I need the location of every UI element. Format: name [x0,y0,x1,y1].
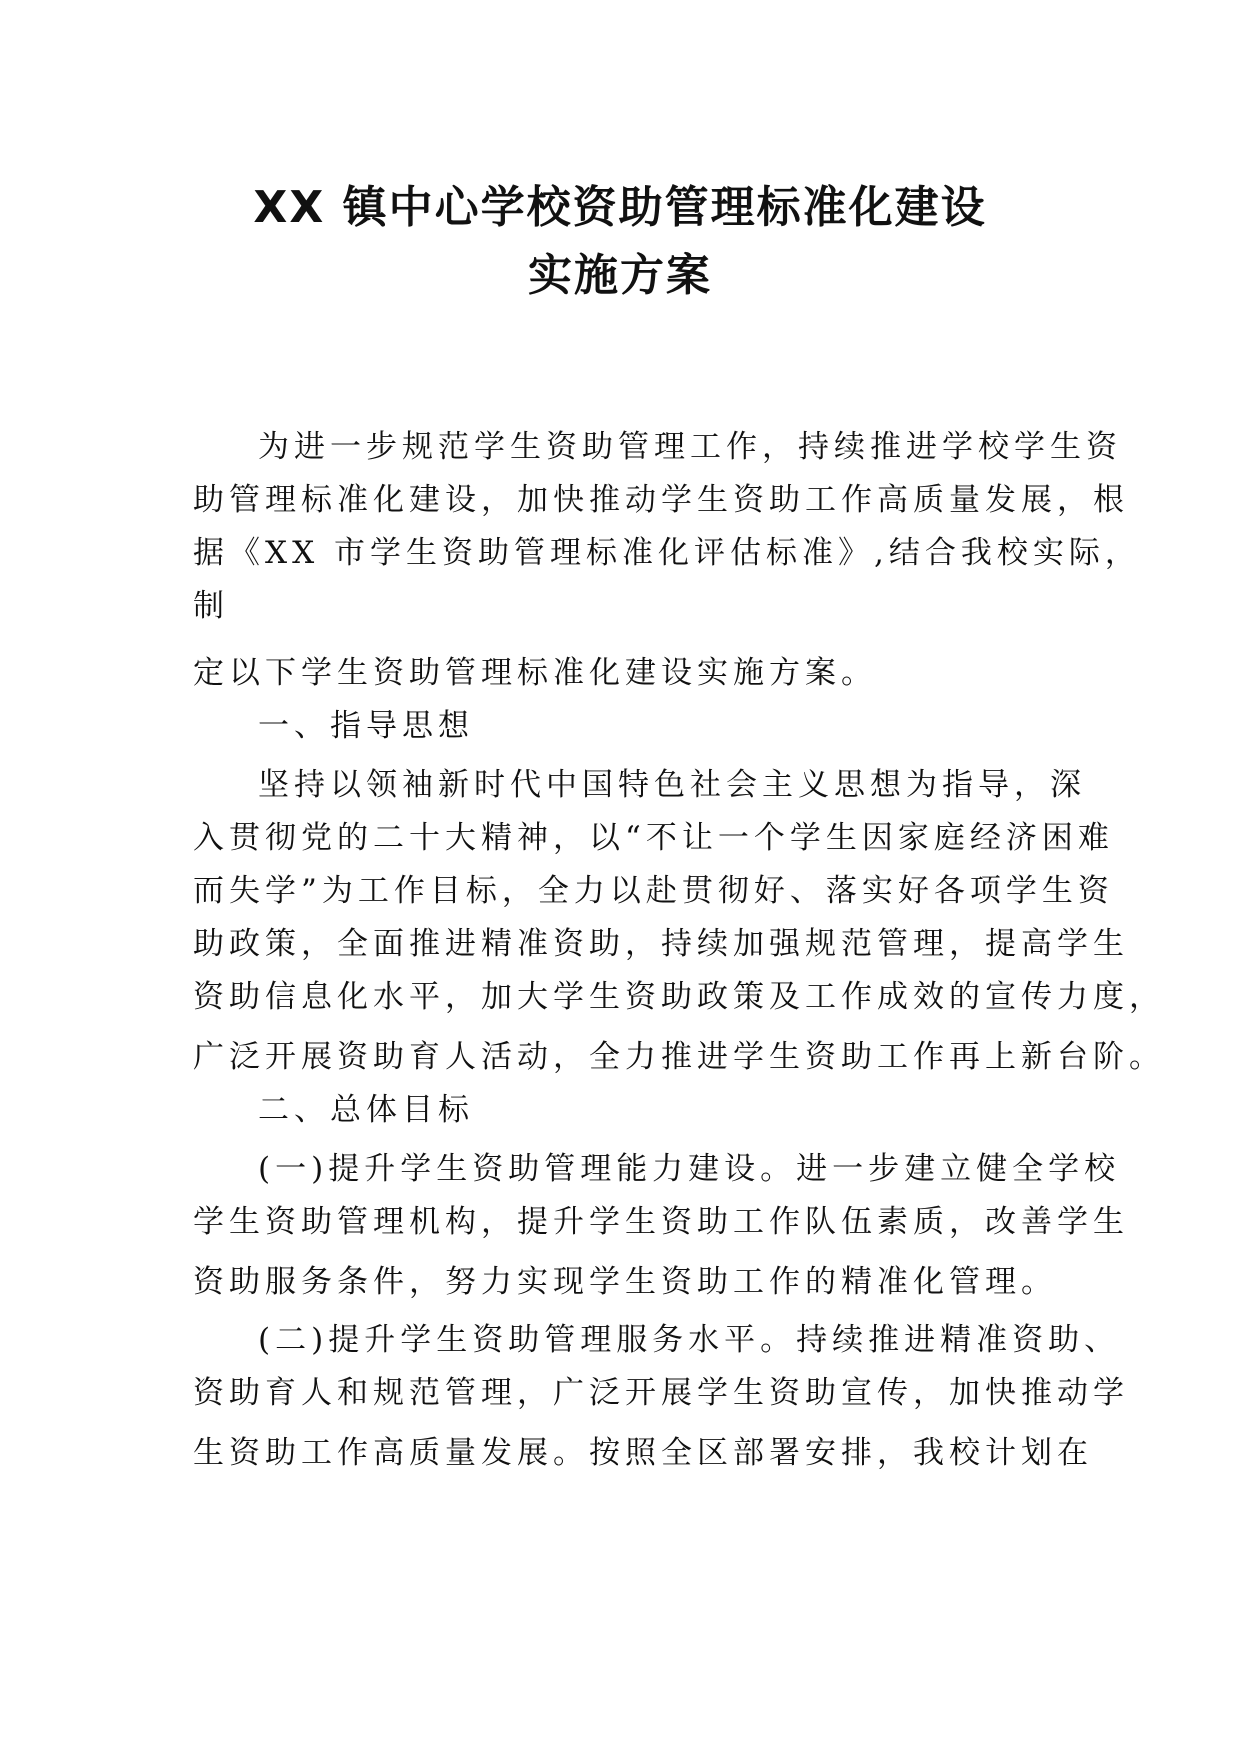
body-line-2: 助管理标准化建设，加快推动学生资助工作高质量发展，根 [193,482,1129,518]
body-line-4: 制 [193,588,229,624]
document-title-line-1: XX 镇中心学校资助管理标准化建设 [253,182,987,233]
section-heading-guiding-ideology: 一、指导思想 [258,708,474,744]
body-line-1: 为进一步规范学生资助管理工作，持续推进学校学生资 [258,429,1122,465]
body-line-5: 定以下学生资助管理标准化建设实施方案。 [193,655,877,691]
body-line-3: 据《XX 市学生资助管理标准化评估标准》,结合我校实际， [193,535,1141,571]
document-title-line-2: 实施方案 [528,250,712,301]
body-line-14: (一)提升学生资助管理能力建设。进一步建立健全学校 [258,1151,1121,1187]
body-line-18: 资助育人和规范管理，广泛开展学生资助宣传，加快推动学 [193,1375,1129,1411]
section-heading-overall-goals: 二、总体目标 [258,1092,474,1128]
body-line-9: 而失学”为工作目标，全力以赴贯彻好、落实好各项学生资 [193,873,1114,909]
body-line-8: 入贯彻党的二十大精神，以“不让一个学生因家庭经济困难 [193,820,1114,856]
body-line-11: 资助信息化水平，加大学生资助政策及工作成效的宣传力度， [193,979,1165,1015]
body-line-12: 广泛开展资助育人活动，全力推进学生资助工作再上新台阶。 [193,1039,1165,1075]
body-line-10: 助政策，全面推进精准资助，持续加强规范管理，提高学生 [193,926,1129,962]
body-line-16: 资助服务条件，努力实现学生资助工作的精准化管理。 [193,1264,1057,1300]
body-line-7: 坚持以领袖新时代中国特色社会主义思想为指导，深 [258,767,1086,803]
body-line-15: 学生资助管理机构，提升学生资助工作队伍素质，改善学生 [193,1204,1129,1240]
body-line-17: (二)提升学生资助管理服务水平。持续推进精准资助、 [258,1322,1121,1358]
body-line-19: 生资助工作高质量发展。按照全区部署安排，我校计划在 [193,1435,1093,1471]
